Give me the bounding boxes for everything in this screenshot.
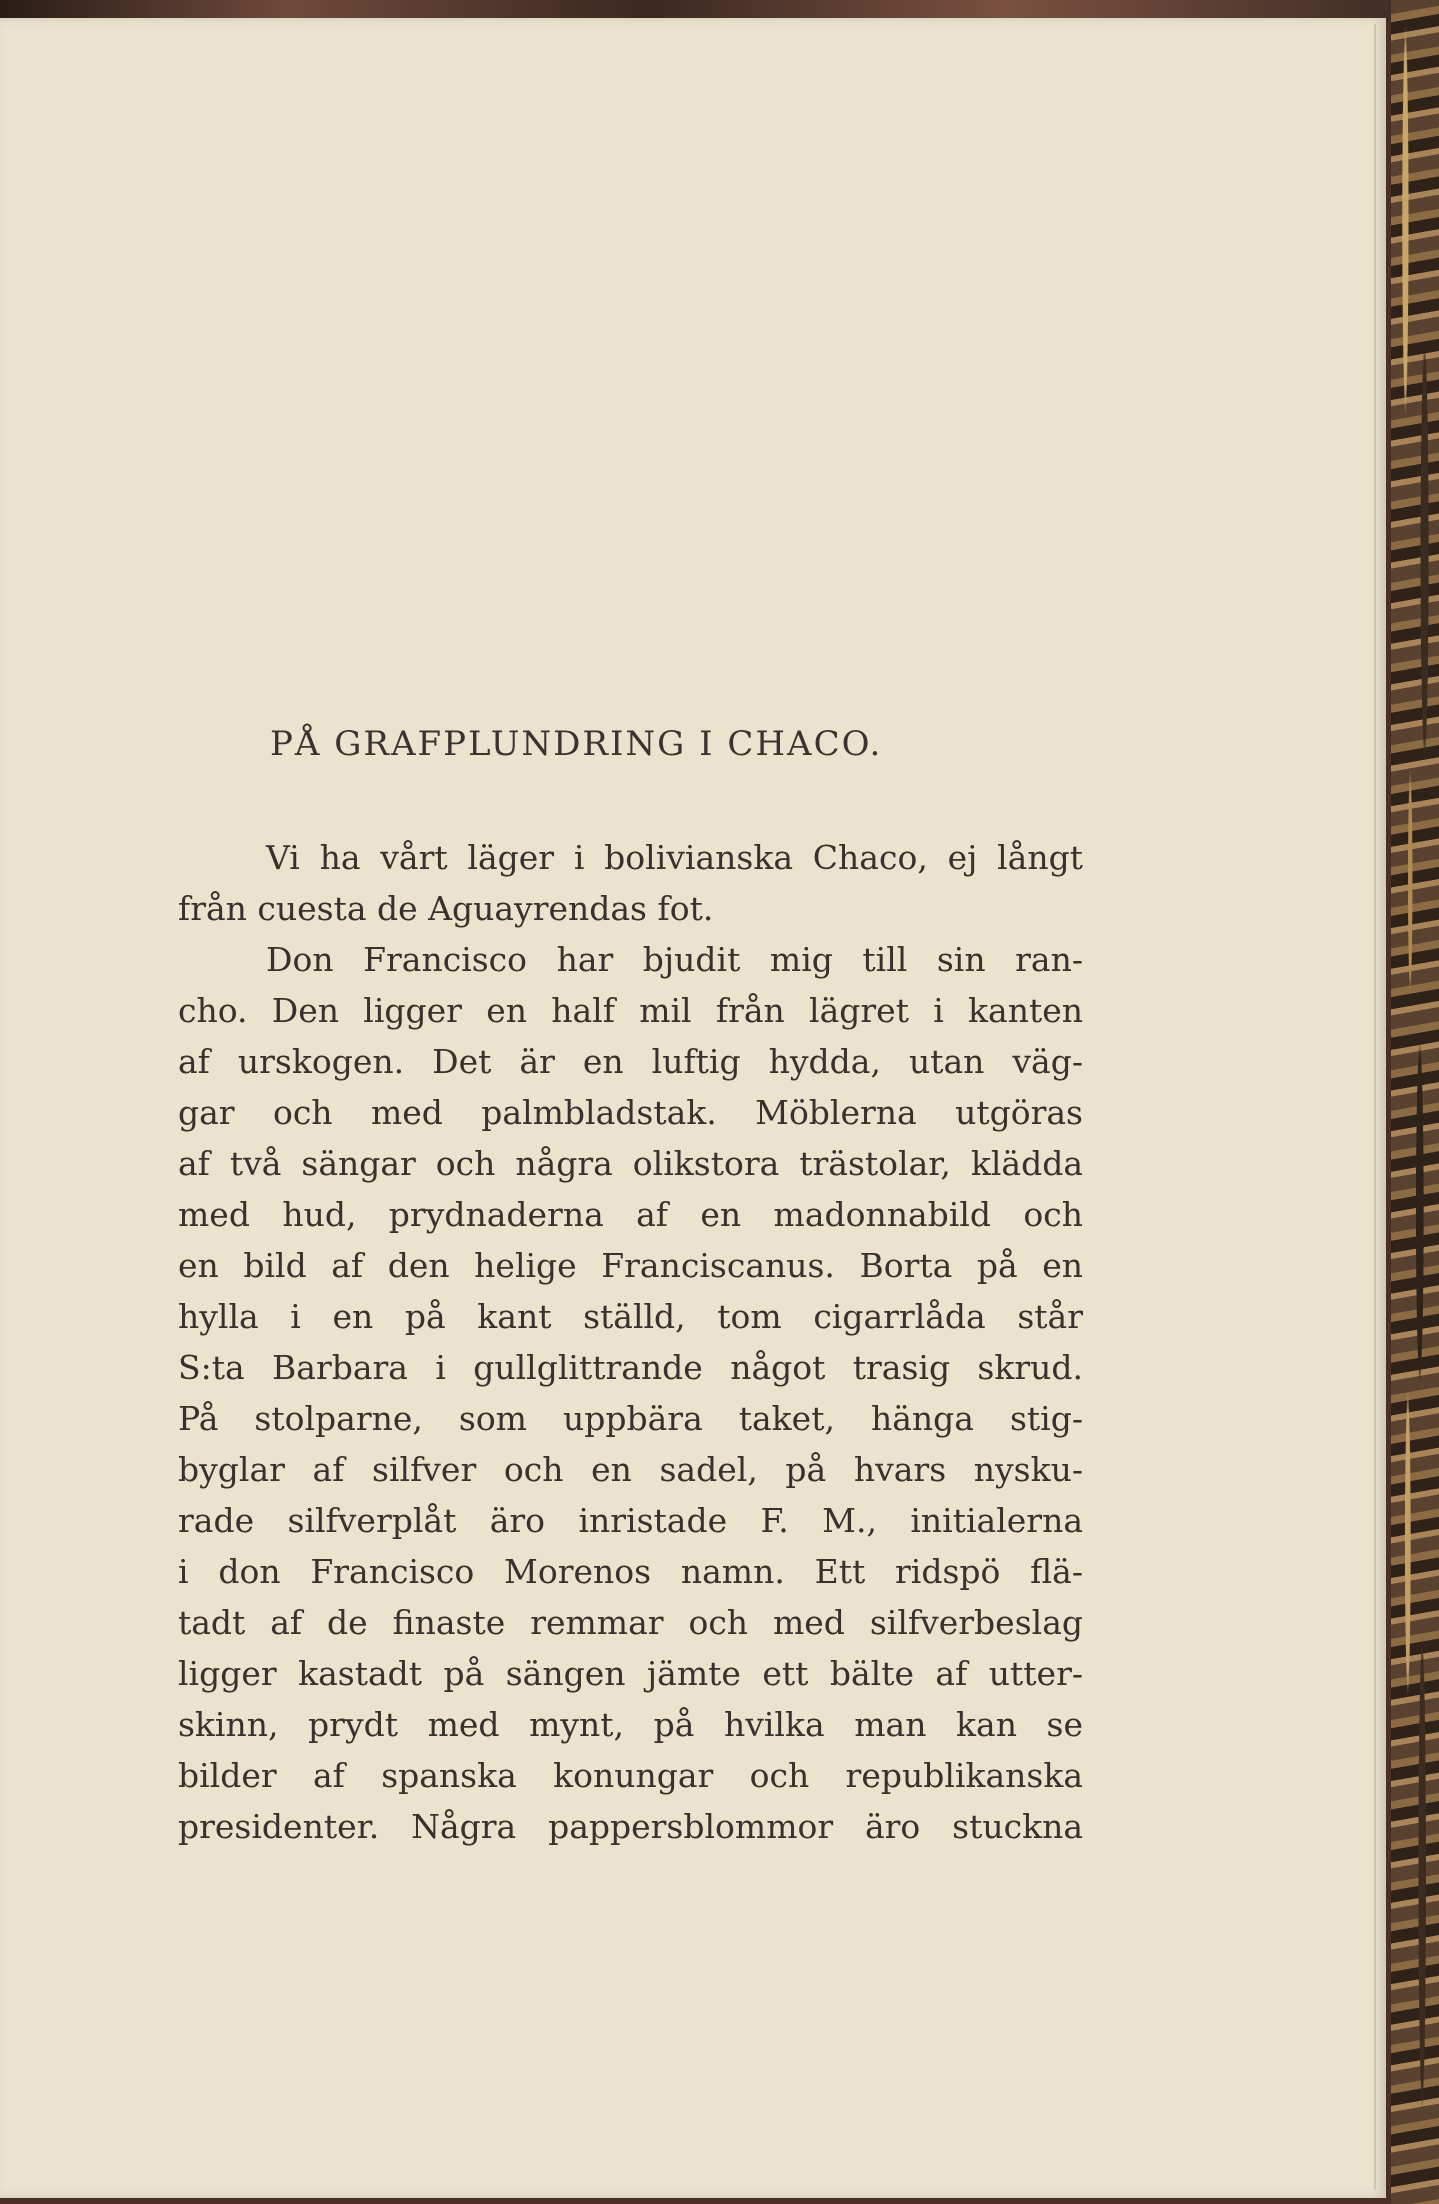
text-line: rade silfverplåt äro inristade F. M., initialerna bbox=[178, 1501, 1083, 1540]
text-line: tadt af de finaste remmar och med silfverbeslag bbox=[178, 1603, 1083, 1642]
text-line: af två sängar och några olikstora trästolar, klädda bbox=[178, 1144, 1083, 1183]
text-line: med hud, prydnaderna af en madonnabild och bbox=[178, 1195, 1083, 1234]
text-line: en bild af den helige Franciscanus. Borta på en bbox=[178, 1246, 1083, 1285]
text-line: presidenter. Några pappersblommor äro stuckna bbox=[178, 1807, 1083, 1846]
text-line: skinn, prydt med mynt, på hvilka man kan se bbox=[178, 1705, 1083, 1744]
text-line: byglar af silfver och en sadel, på hvars nysku- bbox=[178, 1450, 1083, 1489]
text-line: i don Francisco Morenos namn. Ett ridspö flä- bbox=[178, 1552, 1083, 1591]
text-line: S:ta Barbara i gullglittrande något trasig skrud. bbox=[178, 1348, 1083, 1387]
text-line: cho. Den ligger en half mil från lägret i kanten bbox=[178, 991, 1083, 1030]
text-line: ligger kastadt på sängen jämte ett bälte af utter- bbox=[178, 1654, 1083, 1693]
text-line: Vi ha vårt läger i bolivianska Chaco, ej långt bbox=[266, 838, 1083, 877]
text-line: Don Francisco har bjudit mig till sin ran- bbox=[266, 940, 1083, 979]
text-line: bilder af spanska konungar och republikanska bbox=[178, 1756, 1083, 1795]
page-edge-line bbox=[1374, 24, 1376, 2190]
text-line: På stolparne, som uppbära taket, hänga stig- bbox=[178, 1399, 1083, 1438]
book-page bbox=[0, 18, 1386, 2198]
text-line: af urskogen. Det är en luftig hydda, utan väg- bbox=[178, 1042, 1083, 1081]
marbled-book-edge bbox=[1391, 0, 1439, 2204]
body-text bbox=[178, 832, 1083, 1852]
text-line: hylla i en på kant ställd, tom cigarrlåda står bbox=[178, 1297, 1083, 1336]
text-line: gar och med palmbladstak. Möblerna utgöras bbox=[178, 1093, 1083, 1132]
chapter-heading: PÅ GRAFPLUNDRING I CHACO. bbox=[270, 724, 883, 764]
text-line: från cuesta de Aguayrendas fot. bbox=[178, 889, 714, 928]
